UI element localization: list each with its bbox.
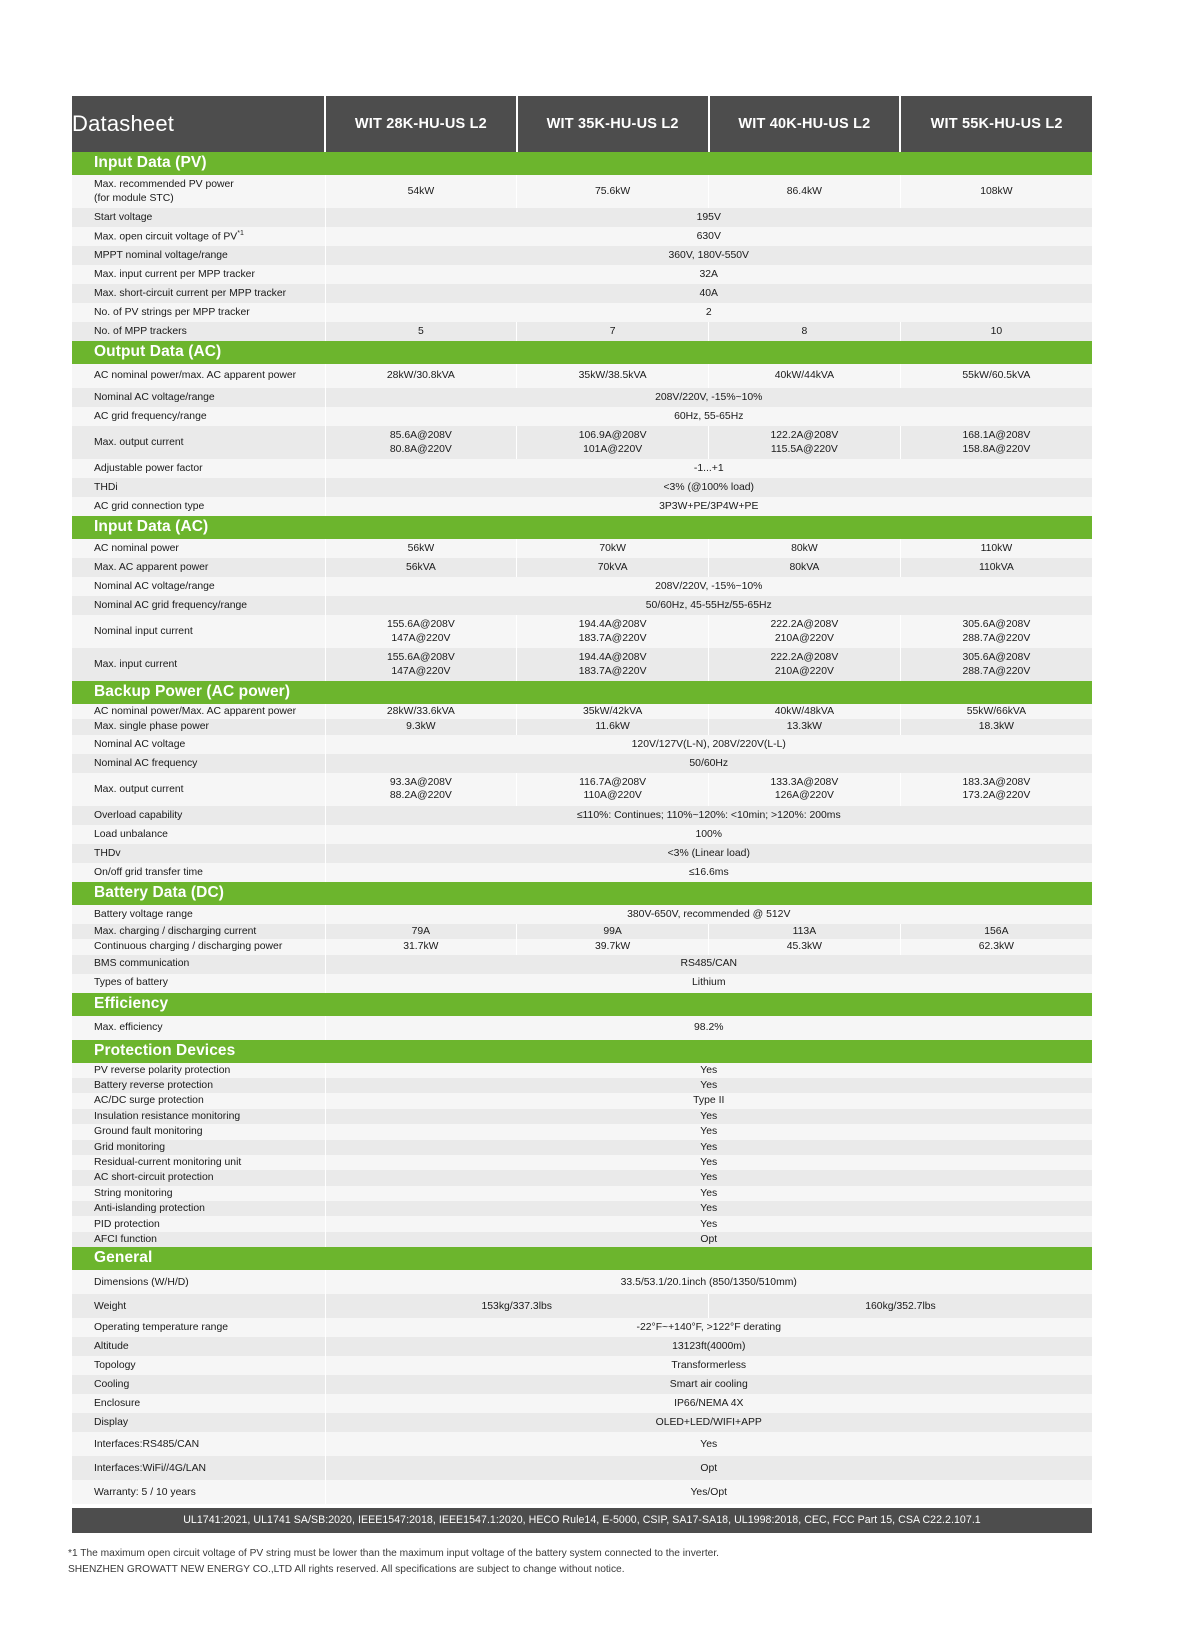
row-value <box>709 426 901 459</box>
row-value: 56kVA <box>325 558 517 577</box>
model-header-1: WIT 28K-HU-US L2 <box>325 96 517 152</box>
row-value <box>900 648 1092 681</box>
row-label: Display <box>72 1413 325 1432</box>
row-label: Max. short-circuit current per MPP tracker <box>72 284 325 303</box>
row-label-line: Max. recommended PV power <box>94 178 234 190</box>
row-label: AC grid connection type <box>72 497 325 516</box>
row-value: 8 <box>709 322 901 341</box>
row-label: Dimensions (W/H/D) <box>72 1270 325 1294</box>
row-label: Max. input current per MPP tracker <box>72 265 325 284</box>
table-row <box>72 175 1092 208</box>
row-value: 108kW <box>900 175 1092 208</box>
row-label <box>72 227 325 246</box>
row-label: No. of PV strings per MPP tracker <box>72 303 325 322</box>
row-label-main: Max. open circuit voltage of PV <box>94 231 238 243</box>
row-value-span: 98.2% <box>325 1016 1092 1040</box>
row-value-span: Yes <box>325 1432 1092 1456</box>
row-label: Operating temperature range <box>72 1318 325 1337</box>
row-value-span: 630V <box>325 227 1092 246</box>
section-title: Battery Data (DC) <box>72 882 1092 905</box>
section-title: General <box>72 1247 1092 1270</box>
table-row <box>72 1063 1092 1078</box>
model-header-2: WIT 35K-HU-US L2 <box>517 96 709 152</box>
section-title: Output Data (AC) <box>72 341 1092 364</box>
row-value-line: 305.6A@208V <box>962 651 1031 663</box>
row-value <box>517 426 709 459</box>
table-row <box>72 322 1092 341</box>
table-row <box>72 539 1092 558</box>
row-value-line: 155.6A@208V <box>387 618 455 630</box>
row-value-line: 101A@220V <box>583 443 643 455</box>
row-value-span: 2 <box>325 303 1092 322</box>
row-label: Max. AC apparent power <box>72 558 325 577</box>
section-title: Input Data (PV) <box>72 152 1092 175</box>
row-value: 39.7kW <box>517 939 709 954</box>
row-label: Battery voltage range <box>72 905 325 924</box>
model-header-3: WIT 40K-HU-US L2 <box>709 96 901 152</box>
row-value-pair: 160kg/352.7lbs <box>709 1294 1093 1318</box>
table-row <box>72 1413 1092 1432</box>
row-value: 5 <box>325 322 517 341</box>
table-row <box>72 648 1092 681</box>
row-label: AC nominal power <box>72 539 325 558</box>
table-row <box>72 704 1092 719</box>
table-row <box>72 905 1092 924</box>
row-value-span: Yes <box>325 1216 1092 1231</box>
row-value-line: 194.4A@208V <box>578 618 647 630</box>
row-label: Overload capability <box>72 806 325 825</box>
table-row <box>72 1356 1092 1375</box>
row-label: On/off grid transfer time <box>72 863 325 882</box>
row-value: 70kVA <box>517 558 709 577</box>
row-value-line: 288.7A@220V <box>962 632 1031 644</box>
row-value-span: Yes <box>325 1078 1092 1093</box>
row-value-span: Opt <box>325 1456 1092 1480</box>
row-value-span: Yes <box>325 1201 1092 1216</box>
row-value-line: 115.5A@220V <box>770 443 838 455</box>
row-label: Insulation resistance monitoring <box>72 1109 325 1124</box>
section-header <box>72 1247 1092 1270</box>
row-value-span: 50/60Hz, 45-55Hz/55-65Hz <box>325 596 1092 615</box>
row-label: Cooling <box>72 1375 325 1394</box>
section-header <box>72 993 1092 1016</box>
table-row <box>72 615 1092 648</box>
row-value-span: <3% (@100% load) <box>325 478 1092 497</box>
table-row <box>72 939 1092 954</box>
row-value-span: Yes <box>325 1063 1092 1078</box>
row-value: 75.6kW <box>517 175 709 208</box>
row-label: Continuous charging / discharging power <box>72 939 325 954</box>
section-header <box>72 341 1092 364</box>
table-row <box>72 806 1092 825</box>
row-value-span: 13123ft(4000m) <box>325 1337 1092 1356</box>
table-row <box>72 596 1092 615</box>
table-row <box>72 1201 1092 1216</box>
row-value-line: 110A@220V <box>583 790 642 802</box>
table-row <box>72 1093 1092 1108</box>
row-label: PV reverse polarity protection <box>72 1063 325 1078</box>
row-value-span: <3% (Linear load) <box>325 844 1092 863</box>
table-row <box>72 1480 1092 1504</box>
row-label: AFCI function <box>72 1232 325 1247</box>
table-row <box>72 773 1092 806</box>
row-value: 31.7kW <box>325 939 517 954</box>
row-label: Max. single phase power <box>72 719 325 734</box>
row-label: THDv <box>72 844 325 863</box>
row-value: 99A <box>517 924 709 939</box>
row-label: Topology <box>72 1356 325 1375</box>
row-value <box>709 773 901 806</box>
section-header <box>72 882 1092 905</box>
row-value: 40kW/48kVA <box>709 704 901 719</box>
row-value-line: 155.6A@208V <box>387 651 455 663</box>
table-header-row <box>72 96 1092 152</box>
row-value-pair: 153kg/337.3lbs <box>325 1294 709 1318</box>
row-value-line: 122.2A@208V <box>770 429 839 441</box>
table-row <box>72 924 1092 939</box>
row-label: Interfaces:WiFi//4G/LAN <box>72 1456 325 1480</box>
row-value-line: 106.9A@208V <box>578 429 647 441</box>
row-label: Nominal AC voltage/range <box>72 388 325 407</box>
row-label: Battery reverse protection <box>72 1078 325 1093</box>
row-value-line: 93.3A@208V <box>389 776 452 788</box>
row-value-span: Yes <box>325 1170 1092 1185</box>
table-row <box>72 478 1092 497</box>
row-label: No. of MPP trackers <box>72 322 325 341</box>
row-value: 10 <box>900 322 1092 341</box>
row-value-span: 33.5/53.1/20.1inch (850/1350/510mm) <box>325 1270 1092 1294</box>
row-value-span: Type II <box>325 1093 1092 1108</box>
row-value-span: 60Hz, 55-65Hz <box>325 407 1092 426</box>
row-label: Interfaces:RS485/CAN <box>72 1432 325 1456</box>
row-label <box>72 175 325 208</box>
row-value-span: -1...+1 <box>325 459 1092 478</box>
row-value <box>709 615 901 648</box>
datasheet-body <box>72 96 1092 1504</box>
row-value-span: ≤110%: Continues; 110%~120%: <10min; >120%: 200ms <box>325 806 1092 825</box>
row-value-span: 50/60Hz <box>325 754 1092 773</box>
row-value-span: 3P3W+PE/3P4W+PE <box>325 497 1092 516</box>
section-header <box>72 1040 1092 1063</box>
row-value <box>517 773 709 806</box>
row-value: 13.3kW <box>709 719 901 734</box>
row-value: 110kW <box>900 539 1092 558</box>
row-value-span: RS485/CAN <box>325 955 1092 974</box>
row-value-span: Lithium <box>325 974 1092 993</box>
table-row <box>72 227 1092 246</box>
table-row <box>72 1216 1092 1231</box>
row-label: Weight <box>72 1294 325 1318</box>
row-value-line: 183.3A@208V <box>962 776 1031 788</box>
row-label: Warranty: 5 / 10 years <box>72 1480 325 1504</box>
row-value-line: 80.8A@220V <box>389 443 452 455</box>
datasheet-table-wrapper <box>72 96 1092 1533</box>
table-row <box>72 265 1092 284</box>
table-row <box>72 1337 1092 1356</box>
table-row <box>72 1294 1092 1318</box>
row-label: Types of battery <box>72 974 325 993</box>
row-value-line: 88.2A@220V <box>389 790 452 802</box>
row-value-span: Smart air cooling <box>325 1375 1092 1394</box>
table-row <box>72 407 1092 426</box>
row-value-span: Yes/Opt <box>325 1480 1092 1504</box>
table-row <box>72 974 1092 993</box>
table-row <box>72 1140 1092 1155</box>
row-value-span: 100% <box>325 825 1092 844</box>
row-label: AC grid frequency/range <box>72 407 325 426</box>
row-value: 55kW/66kVA <box>900 704 1092 719</box>
table-row <box>72 844 1092 863</box>
row-value: 55kW/60.5kVA <box>900 364 1092 388</box>
row-label: AC nominal power/max. AC apparent power <box>72 364 325 388</box>
row-value <box>709 648 901 681</box>
row-value-line: 85.6A@208V <box>389 429 452 441</box>
table-row <box>72 863 1092 882</box>
row-label: Max. output current <box>72 773 325 806</box>
table-row <box>72 1318 1092 1337</box>
table-row <box>72 1155 1092 1170</box>
table-row <box>72 1456 1092 1480</box>
row-value-span: IP66/NEMA 4X <box>325 1394 1092 1413</box>
row-value <box>900 615 1092 648</box>
table-row <box>72 284 1092 303</box>
table-row <box>72 426 1092 459</box>
row-label: AC short-circuit protection <box>72 1170 325 1185</box>
row-label: BMS communication <box>72 955 325 974</box>
table-row <box>72 388 1092 407</box>
row-value: 35kW/42kVA <box>517 704 709 719</box>
row-label: Max. efficiency <box>72 1016 325 1040</box>
table-row <box>72 754 1092 773</box>
row-value-line: 183.7A@220V <box>578 665 647 677</box>
table-row <box>72 1232 1092 1247</box>
datasheet-title: Datasheet <box>72 96 325 152</box>
row-value-line: 305.6A@208V <box>962 618 1031 630</box>
table-row <box>72 1078 1092 1093</box>
row-value-line: 173.2A@220V <box>962 790 1031 802</box>
table-row <box>72 497 1092 516</box>
row-value-line: 168.1A@208V <box>962 429 1031 441</box>
table-row <box>72 719 1092 734</box>
row-value-span: ≤16.6ms <box>325 863 1092 882</box>
table-row <box>72 303 1092 322</box>
row-label: Nominal AC frequency <box>72 754 325 773</box>
footnote-1: *1 The maximum open circuit voltage of PV string must be lower than the maximum input voltage of the battery system connected to the inverter. <box>68 1548 719 1559</box>
table-row <box>72 735 1092 754</box>
row-value-line: 210A@220V <box>774 665 834 677</box>
row-value-line: 147A@220V <box>391 665 451 677</box>
row-label: Nominal AC grid frequency/range <box>72 596 325 615</box>
row-label: Nominal AC voltage/range <box>72 577 325 596</box>
row-value: 7 <box>517 322 709 341</box>
row-value-line: 126A@220V <box>774 790 834 802</box>
row-value-span: Yes <box>325 1186 1092 1201</box>
footnotes <box>68 1546 1128 1578</box>
row-value-line: 147A@220V <box>391 632 451 644</box>
row-value: 18.3kW <box>900 719 1092 734</box>
table-row <box>72 1432 1092 1456</box>
table-row <box>72 955 1092 974</box>
datasheet-table <box>72 96 1092 1504</box>
row-value: 11.6kW <box>517 719 709 734</box>
row-label: THDi <box>72 478 325 497</box>
row-label: Anti-islanding protection <box>72 1201 325 1216</box>
row-value: 62.3kW <box>900 939 1092 954</box>
row-value: 79A <box>325 924 517 939</box>
row-label: PID protection <box>72 1216 325 1231</box>
row-label: AC nominal power/Max. AC apparent power <box>72 704 325 719</box>
row-label: Nominal AC voltage <box>72 735 325 754</box>
table-row <box>72 246 1092 265</box>
row-value <box>900 773 1092 806</box>
row-label: Adjustable power factor <box>72 459 325 478</box>
row-label: Residual-current monitoring unit <box>72 1155 325 1170</box>
row-value: 156A <box>900 924 1092 939</box>
row-label-line: (for module STC) <box>94 192 174 204</box>
row-value-span: 195V <box>325 208 1092 227</box>
table-row <box>72 1186 1092 1201</box>
row-value-span: 208V/220V, -15%~10% <box>325 577 1092 596</box>
row-label: Start voltage <box>72 208 325 227</box>
row-label: String monitoring <box>72 1186 325 1201</box>
row-value-span: Yes <box>325 1124 1092 1139</box>
table-row <box>72 364 1092 388</box>
table-row <box>72 577 1092 596</box>
row-value: 110kVA <box>900 558 1092 577</box>
table-row <box>72 558 1092 577</box>
row-value <box>325 773 517 806</box>
table-row <box>72 1270 1092 1294</box>
section-title: Efficiency <box>72 993 1092 1016</box>
table-row <box>72 208 1092 227</box>
footnote-marker: *1 <box>237 229 244 237</box>
row-value-line: 222.2A@208V <box>770 618 839 630</box>
row-value: 28kW/33.6kVA <box>325 704 517 719</box>
section-header <box>72 152 1092 175</box>
row-value: 113A <box>709 924 901 939</box>
row-value-span: Yes <box>325 1140 1092 1155</box>
row-value-span: 40A <box>325 284 1092 303</box>
row-value-span: 120V/127V(L-N), 208V/220V(L-L) <box>325 735 1092 754</box>
row-value: 45.3kW <box>709 939 901 954</box>
section-header <box>72 516 1092 539</box>
row-value-span: Yes <box>325 1155 1092 1170</box>
row-value-span: Yes <box>325 1109 1092 1124</box>
section-title: Input Data (AC) <box>72 516 1092 539</box>
row-value: 56kW <box>325 539 517 558</box>
row-value <box>517 648 709 681</box>
table-row <box>72 1394 1092 1413</box>
row-value: 80kW <box>709 539 901 558</box>
row-value-line: 133.3A@208V <box>770 776 839 788</box>
row-value: 54kW <box>325 175 517 208</box>
row-value-line: 183.7A@220V <box>578 632 647 644</box>
row-value <box>517 615 709 648</box>
row-value: 80kVA <box>709 558 901 577</box>
table-row <box>72 825 1092 844</box>
row-value-span: OLED+LED/WIFI+APP <box>325 1413 1092 1432</box>
row-label: MPPT nominal voltage/range <box>72 246 325 265</box>
row-label: Nominal input current <box>72 615 325 648</box>
row-value <box>900 426 1092 459</box>
row-label: AC/DC surge protection <box>72 1093 325 1108</box>
section-title: Protection Devices <box>72 1040 1092 1063</box>
row-value: 35kW/38.5kVA <box>517 364 709 388</box>
row-value: 9.3kW <box>325 719 517 734</box>
table-row <box>72 1124 1092 1139</box>
table-row <box>72 1170 1092 1185</box>
row-label: Ground fault monitoring <box>72 1124 325 1139</box>
row-value: 40kW/44kVA <box>709 364 901 388</box>
model-header-4: WIT 55K-HU-US L2 <box>900 96 1092 152</box>
row-value-span: 32A <box>325 265 1092 284</box>
row-value-line: 210A@220V <box>774 632 834 644</box>
row-value-line: 288.7A@220V <box>962 665 1031 677</box>
row-label: Altitude <box>72 1337 325 1356</box>
row-value-span: Transformerless <box>325 1356 1092 1375</box>
row-value-line: 116.7A@208V <box>579 776 647 788</box>
footnote-2: SHENZHEN GROWATT NEW ENERGY CO.,LTD All rights reserved. All specifications are subject to change without notice. <box>68 1563 625 1575</box>
row-value <box>325 426 517 459</box>
row-value-span: 360V, 180V-550V <box>325 246 1092 265</box>
table-row <box>72 1016 1092 1040</box>
table-row <box>72 1109 1092 1124</box>
table-row <box>72 1375 1092 1394</box>
row-value <box>325 615 517 648</box>
row-value-line: 158.8A@220V <box>962 443 1031 455</box>
row-value-span: -22°F~+140°F, >122°F derating <box>325 1318 1092 1337</box>
row-value-line: 194.4A@208V <box>578 651 647 663</box>
row-value <box>325 648 517 681</box>
section-title: Backup Power (AC power) <box>72 681 1092 704</box>
row-label: Max. charging / discharging current <box>72 924 325 939</box>
certifications-bar: UL1741:2021, UL1741 SA/SB:2020, IEEE1547:2018, IEEE1547.1:2020, HECO Rule14, E-5000, CSIP, SA17-SA18, UL1998:2018, CEC, FCC Part 15, CSA C22.2.107.1 <box>72 1508 1092 1533</box>
table-row <box>72 459 1092 478</box>
row-value-span: Opt <box>325 1232 1092 1247</box>
row-value: 28kW/30.8kVA <box>325 364 517 388</box>
row-value-span: 208V/220V, -15%~10% <box>325 388 1092 407</box>
row-value: 86.4kW <box>709 175 901 208</box>
row-label: Grid monitoring <box>72 1140 325 1155</box>
row-value: 70kW <box>517 539 709 558</box>
row-label: Enclosure <box>72 1394 325 1413</box>
row-label: Max. input current <box>72 648 325 681</box>
row-value-span: 380V-650V, recommended @ 512V <box>325 905 1092 924</box>
section-header <box>72 681 1092 704</box>
row-label: Max. output current <box>72 426 325 459</box>
row-value-line: 222.2A@208V <box>770 651 839 663</box>
row-label: Load unbalance <box>72 825 325 844</box>
